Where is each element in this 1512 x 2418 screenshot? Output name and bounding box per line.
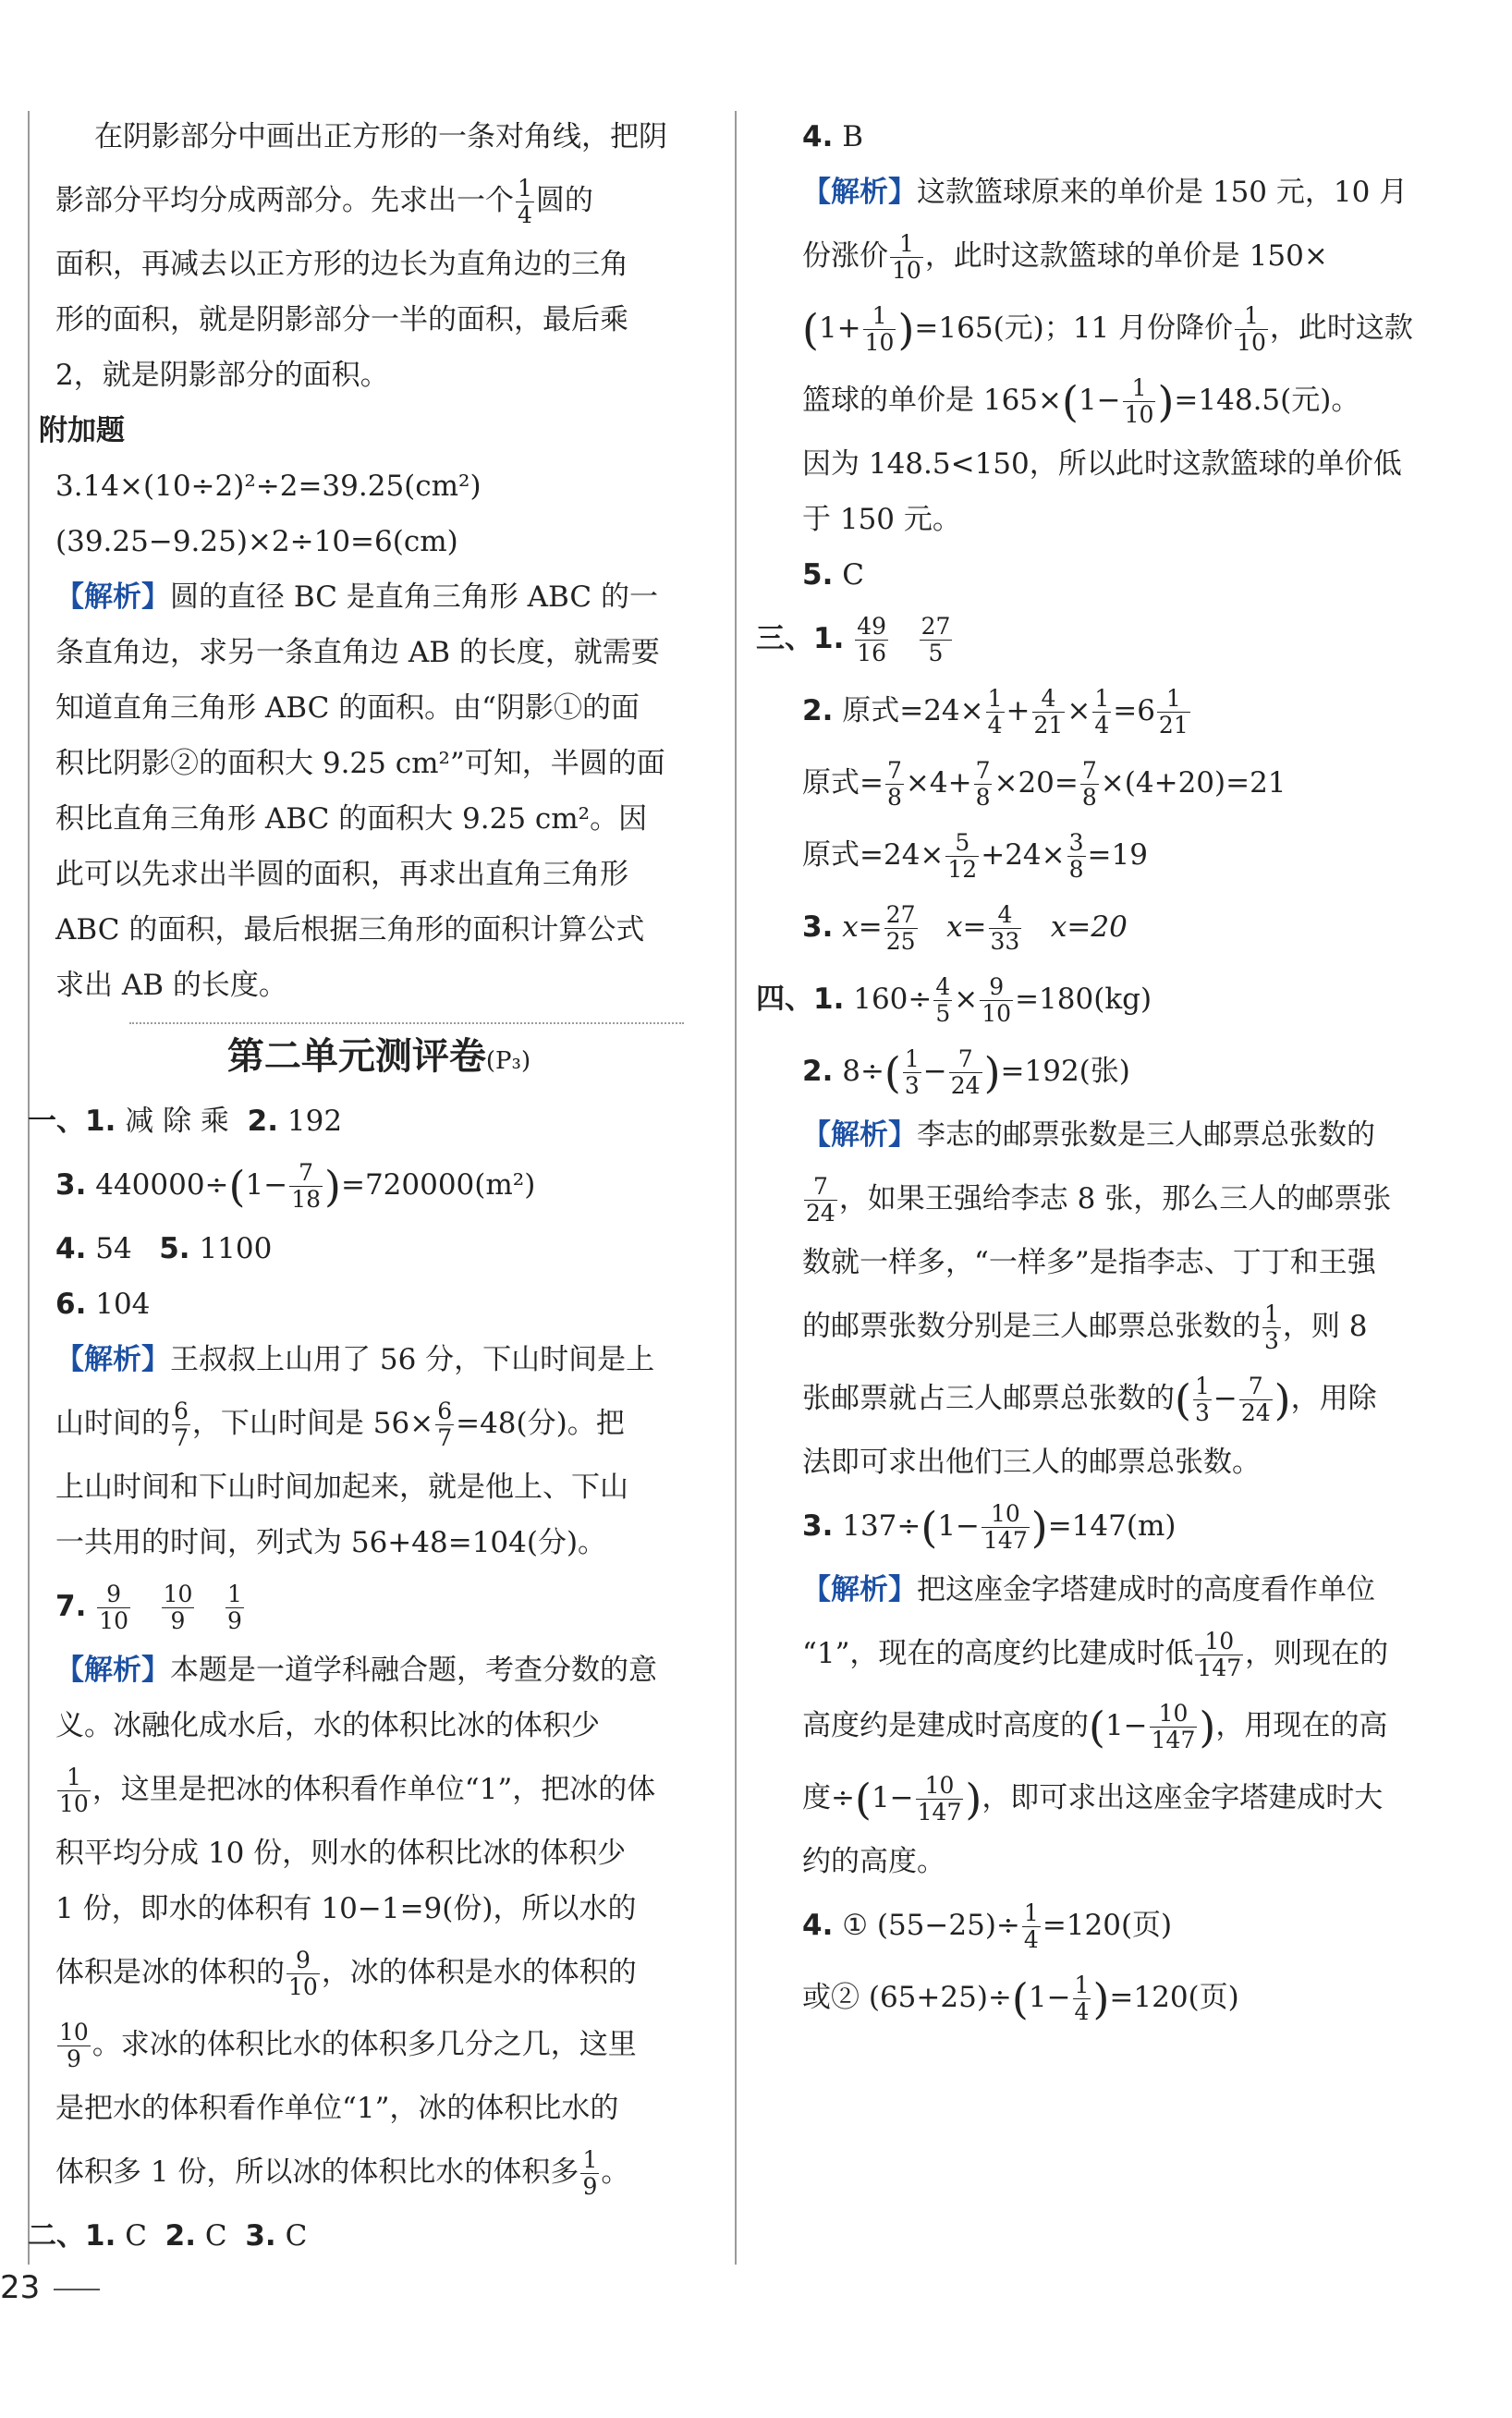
text-line: 约的高度。 xyxy=(802,1845,945,1878)
math-line: 或② (65+25)÷(1− $\frac{1}{4}$ )=120(页) xyxy=(802,1972,1239,2025)
text-line: 1 份，即水的体积有 10−1=9(份)，所以水的 xyxy=(55,1892,637,1925)
fraction: $\frac{6}{7}$ xyxy=(437,1398,453,1451)
math-line: 3. x= $\frac{27}{25}$ x= $\frac{4}{33}$ x=20 xyxy=(802,901,1128,955)
text-line: 法即可求出他们三人的邮票总张数。 xyxy=(802,1446,1261,1479)
text-line: $\frac{10}{9}$ 。求冰的体积比水的体积多几分之几，这里 xyxy=(59,2019,637,2072)
text-line: 影部分平均分成两部分。先求出一个 $\frac{1}{4}$ 圆的 xyxy=(55,175,593,228)
answer-line: 一、1. 减 除 乘 2. 192 xyxy=(28,1105,343,1138)
answer-line: 7. $\frac{9}{10}$ $\frac{10}{9}$ $\frac{1}{9}$ xyxy=(55,1581,242,1634)
text-line: 度÷(1− $\frac{10}{147}$ )，即可求出这座金字塔建成时大 xyxy=(802,1772,1384,1826)
text-line: 【解析】王叔叔上山用了 56 分，下山时间是上 xyxy=(55,1343,655,1376)
text-line: 的邮票张数分别是三人邮票总张数的 $\frac{1}{3}$ ，则 8 xyxy=(802,1301,1368,1354)
text-line: 山时间的 $\frac{6}{7}$ ，下山时间是 56× $\frac{6}{7}$ =48(分)。把 xyxy=(55,1398,625,1451)
unit-test-title: 第二单元测评卷(P₃) xyxy=(226,1035,531,1078)
analysis-tag: 【解析】 xyxy=(55,580,170,614)
text-line: 此可以先求出半圆的面积，再求出直角三角形 xyxy=(55,858,628,891)
left-column xyxy=(28,109,702,2264)
text-line: 在阴影部分中画出正方形的一条对角线，把阴 xyxy=(94,120,667,153)
column-divider xyxy=(735,111,737,2265)
text-line: 求出 AB 的长度。 xyxy=(55,969,287,1002)
text-line: 篮球的单价是 165×(1− $\frac{1}{10}$ )=148.5(元)。 xyxy=(802,374,1360,428)
text-line: (1+ $\frac{1}{10}$ )=165(元)；11 月份降价 $\frac{1}{10}$ ，此时这款 xyxy=(802,302,1413,356)
fraction: $\frac{7}{18}$ xyxy=(291,1159,322,1213)
math-line: 2. 原式=24× $\frac{1}{4}$ + $\frac{4}{21}$ × $\frac{1}{4}$ =6 $\frac{1}{21}$ xyxy=(802,685,1189,739)
text-line: 上山时间和下山时间加起来，就是他上、下山 xyxy=(55,1471,628,1504)
text-line: 张邮票就占三人邮票总张数的( $\frac{1}{3}$ − $\frac{7}{24}$ )，用除 xyxy=(802,1373,1377,1426)
math-line: 3.14×(10÷2)²÷2=39.25(cm²) xyxy=(55,470,482,503)
math-line: 四、1. 160÷ $\frac{4}{5}$ × $\frac{9}{10}$ =180(kg) xyxy=(756,973,1152,1027)
text-line: 【解析】这款篮球原来的单价是 150 元，10 月 xyxy=(802,176,1408,209)
text-line: 于 150 元。 xyxy=(802,503,961,536)
answer-line: 5. C xyxy=(802,558,864,592)
text-line: 体积是冰的体积的 $\frac{9}{10}$ ，冰的体积是水的体积的 xyxy=(55,1947,637,2000)
text-line: 积平均分成 10 份，则水的体积比冰的体积少 xyxy=(55,1837,627,1870)
text-line: “1”，现在的高度约比建成时低 $\frac{10}{147}$ ，则现在的 xyxy=(802,1628,1389,1681)
answer-line: 二、1. C 2. C 3. C xyxy=(28,2219,308,2253)
text-line: 一共用的时间，列式为 56+48=104(分)。 xyxy=(55,1526,607,1559)
page-number-dash xyxy=(54,2289,100,2290)
math-line: (39.25−9.25)×2÷10=6(cm) xyxy=(55,525,458,558)
text-line: 份涨价 $\frac{1}{10}$ ，此时这款篮球的单价是 150× xyxy=(802,230,1328,284)
answer-line: 6. 104 xyxy=(55,1288,151,1321)
text-line: 面积，再减去以正方形的边长为直角边的三角 xyxy=(55,248,628,281)
text-line: 【解析】圆的直径 BC 是直角三角形 ABC 的一 xyxy=(55,580,658,614)
text-line: 【解析】把这座金字塔建成时的高度看作单位 xyxy=(802,1573,1375,1606)
page-number: 23 xyxy=(0,2269,41,2306)
text-line: 体积多 1 份，所以冰的体积比水的体积多 $\frac{1}{9}$ 。 xyxy=(55,2146,630,2200)
fraction: $\frac{6}{7}$ xyxy=(174,1398,189,1451)
answer-line: 4. 54 5. 1100 xyxy=(55,1232,273,1265)
answer-line: 三、1. $\frac{49}{16}$ $\frac{27}{5}$ xyxy=(756,613,951,666)
math-line: 3. 137÷(1− $\frac{10}{147}$ )=147(m) xyxy=(802,1500,1177,1554)
fraction: $\frac{1}{4}$ xyxy=(518,175,532,228)
extra-question-heading: 附加题 xyxy=(39,414,125,447)
text-line: 积比阴影②的面积大 9.25 cm²”可知，半圆的面 xyxy=(55,747,665,780)
text-line: $\frac{7}{24}$ ，如果王强给李志 8 张，那么三人的邮票张 xyxy=(806,1173,1392,1227)
left-margin-rule xyxy=(28,111,30,2265)
text-line: $\frac{1}{10}$ ，这里是把冰的体积看作单位“1”，把冰的体 xyxy=(59,1764,656,1817)
text-line: 数就一样多，“一样多”是指李志、丁丁和王强 xyxy=(802,1246,1376,1279)
text-line: 积比直角三角形 ABC 的面积大 9.25 cm²。因 xyxy=(55,802,648,836)
math-line: 原式=24× $\frac{5}{12}$ +24× $\frac{3}{8}$ =19 xyxy=(802,829,1148,883)
text-line: 2，就是阴影部分的面积。 xyxy=(55,359,389,392)
math-line: 原式= $\frac{7}{8}$ ×4+ $\frac{7}{8}$ ×20= $\frac{7}{8}$ ×(4+20)=21 xyxy=(802,757,1286,811)
answer-line: 3. 440000÷(1− $\frac{7}{18}$ )=720000(m²) xyxy=(55,1159,536,1213)
text-line: 【解析】李志的邮票张数是三人邮票总张数的 xyxy=(802,1118,1375,1152)
answer-line: 4. B xyxy=(802,120,863,153)
text-line: 条直角边，求另一条直角边 AB 的长度，就需要 xyxy=(55,636,660,669)
text-line: 是把水的体积看作单位“1”，冰的体积比水的 xyxy=(55,2092,619,2125)
text-line: 高度约是建成时高度的(1− $\frac{10}{147}$ )，用现在的高 xyxy=(802,1700,1388,1753)
text-line: 知道直角三角形 ABC 的面积。由“阴影①的面 xyxy=(55,691,640,725)
text-line: 因为 148.5<150，所以此时这款篮球的单价低 xyxy=(802,447,1402,481)
math-line: 2. 8÷( $\frac{1}{3}$ − $\frac{7}{24}$ )=192(张) xyxy=(802,1045,1130,1099)
text-line: 【解析】本题是一道学科融合题，考查分数的意 xyxy=(55,1654,657,1687)
text-line: 义。冰融化成水后，水的体积比冰的体积少 xyxy=(55,1709,600,1742)
right-column xyxy=(756,109,1468,2033)
text-line: ABC 的面积，最后根据三角形的面积计算公式 xyxy=(55,913,645,946)
text-line: 形的面积，就是阴影部分一半的面积，最后乘 xyxy=(55,303,628,336)
math-line: 4. ① (55−25)÷ $\frac{1}{4}$ =120(页) xyxy=(802,1899,1173,1953)
